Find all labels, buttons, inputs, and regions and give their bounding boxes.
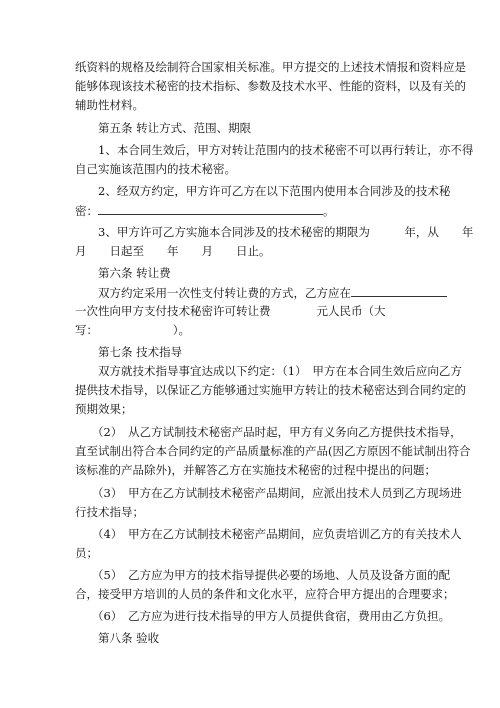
paragraph-line: 1、本合同生效后，甲方对转让范围内的技术秘密不可以再行转让，亦不得 (98, 143, 474, 157)
paragraph-line: 写： ）。 (75, 323, 190, 337)
paragraph-line: 员； (75, 546, 98, 560)
paragraph-line: 行技术指导； (75, 505, 144, 519)
paragraph-line: （2） 从乙方试制技术秘密产品时起，甲方有义务向乙方提供技术指导， (92, 425, 462, 439)
paragraph-line: 预期效果； (75, 402, 133, 416)
paragraph-line: 辅助性材料。 (75, 98, 144, 112)
paragraph-line: 直至试制出符合本合同约定的产品质量标准的产品(因乙方原因不能试制出符合 (75, 444, 471, 458)
line-text: 密： (75, 204, 98, 218)
paragraph-line: 3、甲方许可乙方实施本合同涉及的技术秘密的期限为 年，从 年 (98, 225, 474, 239)
paragraph-line: 能够体现该技术秘密的技术指标、参数及技术水平、性能的资料，以及有关的 (75, 79, 466, 93)
paragraph-line-with-blank (75, 203, 445, 219)
section-heading-6: 第六条 转让费 (98, 266, 171, 280)
fill-in-blank (98, 203, 323, 215)
line-text: 双方约定采用一次性支付转让费的方式，乙方应在 (98, 286, 351, 300)
paragraph-line: 双方就技术指导事宜达成以下约定：（1） 甲方在本合同生效后应向乙方 (98, 364, 462, 378)
paragraph-line: 自己实施该范围内的技术秘密。 (75, 162, 236, 176)
paragraph-line: （4） 甲方在乙方试制技术秘密产品期间，应负责培训乙方的有关技术人 (92, 527, 462, 541)
paragraph-line: 合，接受甲方培训的人员的条件和文化水平，应符合甲方提出的合理要求； (75, 587, 455, 601)
section-heading-5: 第五条 转让方式、范围、期限 (98, 121, 252, 135)
paragraph-line-with-blank (98, 285, 468, 301)
section-heading-7: 第七条 技术指导 (98, 345, 183, 359)
section-heading-8: 第八条 验收 (98, 631, 160, 645)
paragraph-line: 纸资料的规格及绘制符合国家相关标准。甲方提交的上述技术情报和资料应是 (75, 60, 466, 74)
paragraph-line: 提供技术指导，以保证乙方能够通过实施甲方转让的技术秘密达到合同约定的 (75, 383, 466, 397)
paragraph-line: 2、经双方约定，甲方许可乙方在以下范围内使用本合同涉及的技术秘 (98, 184, 451, 198)
line-text: 。 (323, 204, 335, 218)
paragraph-line: （3） 甲方在乙方试制技术秘密产品期间，应派出技术人员到乙方现场进 (92, 486, 462, 500)
paragraph-line: 一次性向甲方支付技术秘密许可转让费 元人民币（大 (75, 304, 386, 318)
paragraph-line: 该标准的产品除外)，并解答乙方在实施技术秘密的过程中提出的问题； (75, 463, 436, 477)
fill-in-blank (351, 285, 447, 297)
paragraph-line: 月 日起至 年 月 日止。 (75, 244, 271, 258)
paragraph-line: （6） 乙方应为进行技术指导的甲方人员提供食宿，费用由乙方负担。 (92, 609, 451, 623)
paragraph-line: （5） 乙方应为甲方的技术指导提供必要的场地、人员及设备方面的配 (92, 568, 451, 582)
